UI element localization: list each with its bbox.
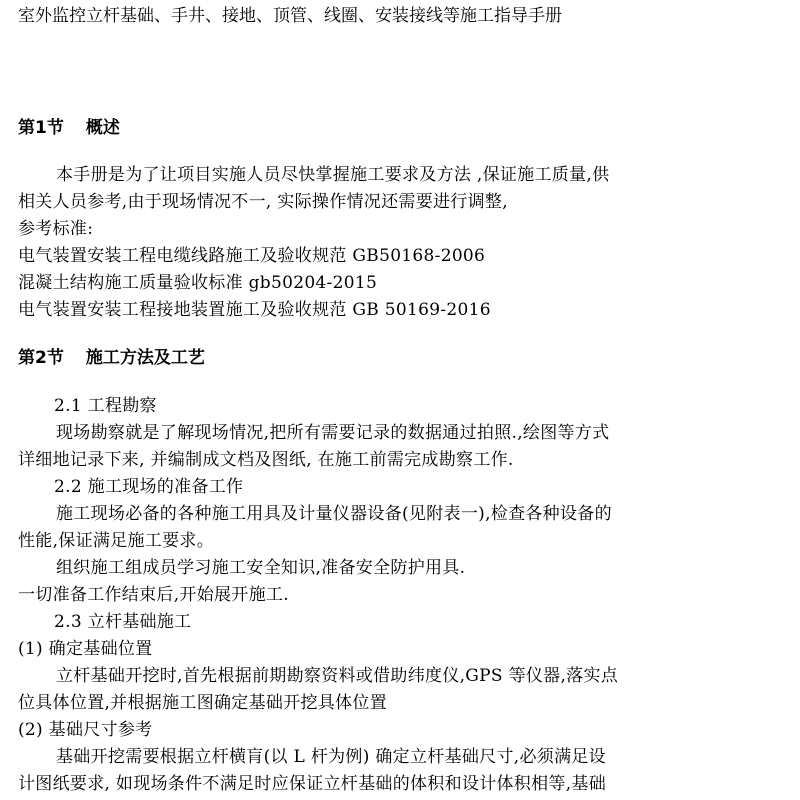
- section-1-heading: [18, 117, 120, 139]
- paragraph-line: 施工现场必备的各种施工用具及计量仪器设备(见附表一),检查各种设备的: [56, 504, 612, 524]
- list-item-heading: (2) 基础尺寸参考: [18, 720, 153, 740]
- paragraph-line: 位具体位置,并根据施工图确定基础开挖具体位置: [18, 693, 388, 713]
- reference-standard: 电气装置安装工程接地装置施工及验收规范 GB 50169-2016: [18, 300, 491, 320]
- paragraph-line: 基础开挖需要根据立杆横肓(以 L 杆为例) 确定立杆基础尺寸,必须满足设: [56, 747, 606, 767]
- section-1-number: 第1节: [18, 118, 64, 138]
- paragraph-line: 详细地记录下来, 并编制成文档及图纸, 在施工前需完成勘察工作.: [18, 450, 514, 470]
- section-2-title: 施工方法及工艺: [85, 348, 205, 368]
- paragraph-line: 本手册是为了让项目实施人员尽快掌握施工要求及方法 ,保证施工质量,供: [56, 165, 610, 185]
- reference-standard: 电气装置安装工程电缆线路施工及验收规范 GB50168-2006: [18, 246, 486, 266]
- document-title: 室外监控立杆基础、手井、接地、顶管、线圈、安装接线等施工指导手册: [18, 6, 562, 26]
- paragraph-line: 相关人员参考,由于现场情况不一, 实际操作情况还需要进行调整,: [18, 192, 508, 212]
- paragraph-line: 计图纸要求, 如现场条件不满足时应保证立杆基础的体积和设计体积相等,基础: [18, 774, 607, 794]
- paragraph-line: 性能,保证满足施工要求。: [18, 531, 215, 551]
- subsection-heading: 2.1 工程勘察: [54, 396, 157, 416]
- subsection-heading: 2.2 施工现场的准备工作: [54, 477, 244, 497]
- reference-standard: 混凝土结构施工质量验收标准 gb50204-2015: [18, 273, 378, 293]
- section-2-number: 第2节: [18, 348, 64, 368]
- paragraph-line: 组织施工组成员学习施工安全知识,准备安全防护用具.: [56, 558, 466, 578]
- section-1-title: 概述: [85, 118, 120, 138]
- paragraph-line: 一切准备工作结束后,开始展开施工.: [18, 585, 289, 605]
- paragraph-line: 立杆基础开挖时,首先根据前期勘察资料或借助纬度仪,GPS 等仪器,落实点: [56, 666, 619, 686]
- subsection-heading: 2.3 立杆基础施工: [54, 612, 192, 632]
- list-item-heading: (1) 确定基础位置: [18, 639, 153, 659]
- paragraph-line: 现场勘察就是了解现场情况,把所有需要记录的数据通过拍照.,绘图等方式: [56, 423, 610, 443]
- paragraph-line: 参考标准:: [18, 219, 94, 239]
- section-2-heading: [18, 347, 205, 369]
